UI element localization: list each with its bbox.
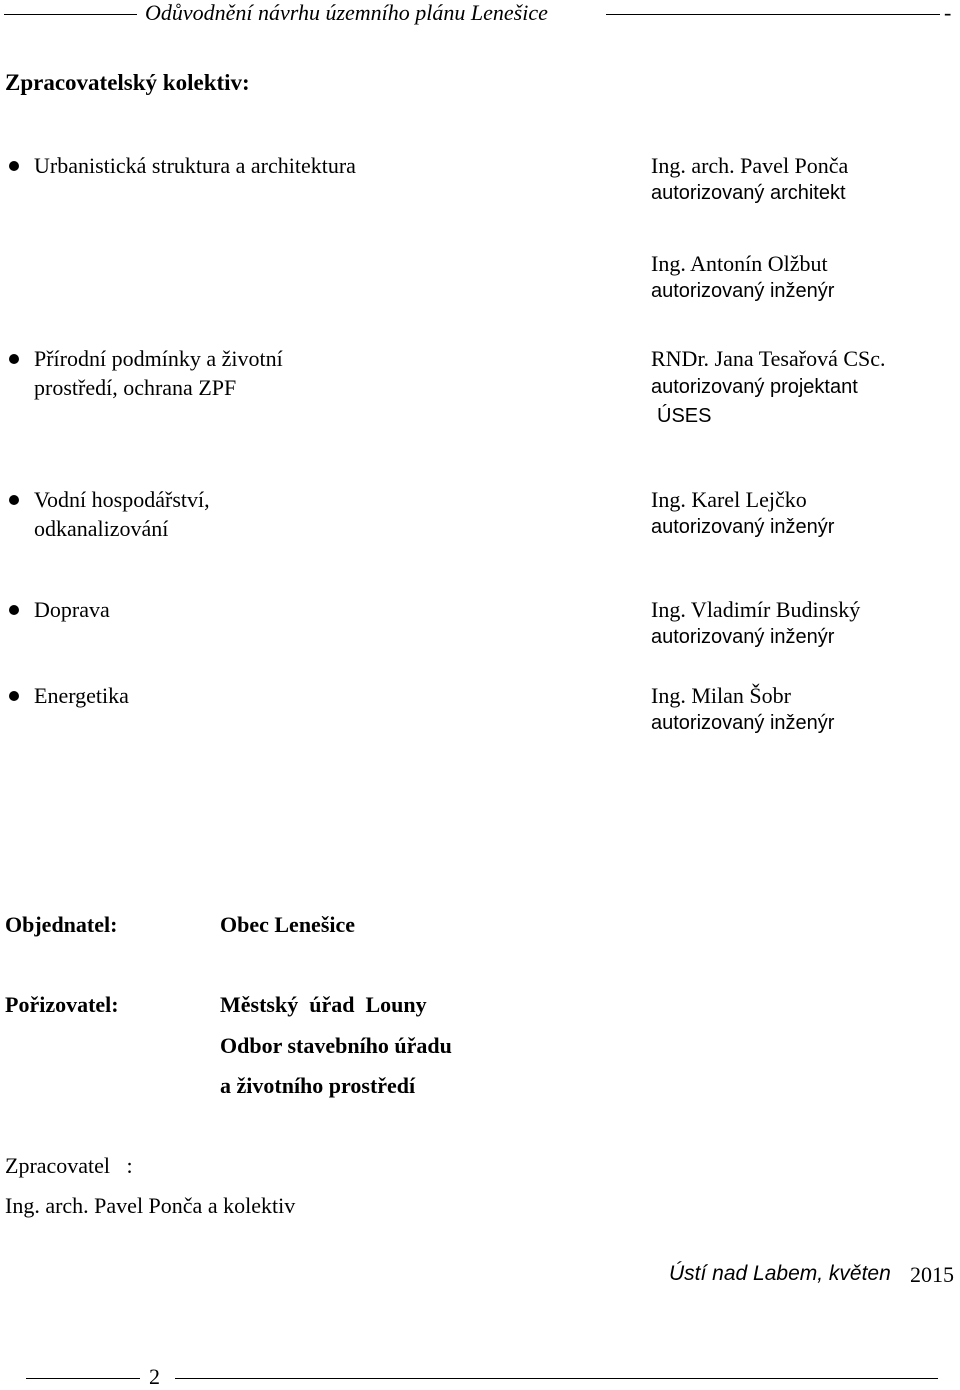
procurer-line: Městský úřad Louny [220,992,427,1017]
team-area: Urbanistická struktura a architektura [34,153,356,178]
team-member-name: Ing. Antonín Olžbut [651,251,828,276]
processor-label: Zpracovatel : [5,1153,133,1178]
bullet-icon [9,495,19,505]
team-member-name: Ing. Milan Šobr [651,683,791,708]
team-area: Přírodní podmínky a životní [34,346,283,371]
team-member-role: ÚSES [657,405,712,427]
client-label: Objednatel: [5,912,118,937]
team-member-role: autorizovaný inženýr [651,516,835,538]
header-rule-left [4,14,137,15]
team-member-name: RNDr. Jana Tesařová CSc. [651,346,886,371]
processor-value: Ing. arch. Pavel Ponča a kolektiv [5,1193,296,1218]
team-area: prostředí, ochrana ZPF [34,375,237,400]
bullet-icon [9,161,19,171]
team-area: Doprava [34,597,110,622]
procurer-line: a životního prostředí [220,1073,416,1098]
team-member-role: autorizovaný inženýr [651,712,835,734]
place-date: Ústí nad Labem, květen [669,1262,891,1285]
team-member-role: autorizovaný projektant [651,376,858,398]
footer-rule-left [26,1378,140,1379]
header-rule-right [606,14,940,15]
team-area: odkanalizování [34,516,169,541]
team-area: Energetika [34,683,129,708]
team-member-name: Ing. Karel Lejčko [651,487,807,512]
page-number: 2 [149,1364,160,1389]
client-value: Obec Lenešice [220,912,356,937]
procurer-label: Pořizovatel: [5,992,119,1017]
team-member-role: autorizovaný architekt [651,182,846,204]
bullet-icon [9,691,19,701]
footer-rule-right [175,1378,938,1379]
team-member-name: Ing. arch. Pavel Ponča [651,153,849,178]
team-heading: Zpracovatelský kolektiv: [5,70,250,95]
team-area: Vodní hospodářství, [34,487,210,512]
header-trail: - [944,0,952,25]
place-date-year: 2015 [910,1262,954,1287]
bullet-icon [9,605,19,615]
procurer-line: Odbor stavebního úřadu [220,1033,452,1058]
team-member-role: autorizovaný inženýr [651,280,835,302]
team-member-role: autorizovaný inženýr [651,626,835,648]
team-member-name: Ing. Vladimír Budinský [651,597,861,622]
bullet-icon [9,354,19,364]
header-title: Odůvodnění návrhu územního plánu Lenešice [145,0,548,25]
